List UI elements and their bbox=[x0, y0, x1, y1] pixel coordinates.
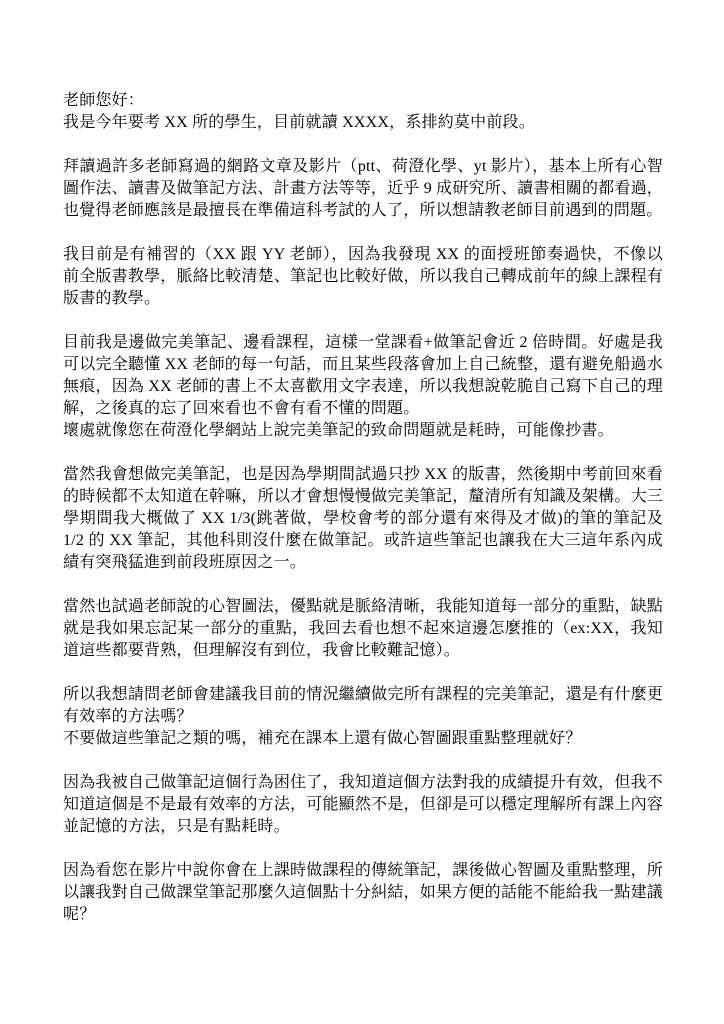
letter-line: 當然也試過老師說的心智圖法，優點就是脈絡清晰，我能知道每一部分的重點，缺點就是我如果忘記某一部分的重點，我回去看也想不起來這邊怎麼推的（ex:XX，我知道這些都要背熟，但理解沒有到位，我會比較難記憶）。 bbox=[63, 598, 663, 659]
paragraph-perfect-notes bbox=[63, 332, 663, 442]
letter-line: 所以我想請問老師會建議我目前的情況繼續做完所有課程的完美筆記，還是有什麼更有效率的方法嗎？ bbox=[63, 686, 663, 725]
letter-line: 我是今年要考 XX 所的學生，目前就讀 XXXX，系排約莫中前段。 bbox=[63, 114, 535, 131]
paragraph-mindmap bbox=[63, 596, 663, 662]
letter-line: 目前我是邊做完美筆記、邊看課程，這樣一堂課看+做筆記會近 2 倍時間。好處是我可以完全聽懂 XX 老師的每一句話，而且某些段落會加上自己統整，還有避免船過水無痕，因為 XX 老師的書上不太喜歡用文字表達，所以我想說乾脆自己寫下自己的理解，之後真的忘了回來看也不會有看不懂的問題。 bbox=[63, 334, 663, 417]
letter-line: 因為我被自己做筆記這個行為困住了，我知道這個方法對我的成績提升有效，但我不知道這個是不是最有效率的方法，可能顯然不是，但卻是可以穩定理解所有課上內容並記憶的方法，只是有點耗時。 bbox=[63, 774, 663, 835]
paragraph-why-perfect-notes bbox=[63, 464, 663, 574]
paragraph-intro bbox=[63, 156, 663, 222]
letter-line: 因為看您在影片中說你會在上課時做課程的傳統筆記，課後做心智圖及重點整理，所以讓我對自己做課堂筆記那麼久這個點十分糾結，如果方便的話能不能給我一點建議呢？ bbox=[63, 862, 663, 923]
paragraph-tutoring bbox=[63, 244, 663, 310]
paragraph-question bbox=[63, 684, 663, 750]
letter-line: 老師您好： bbox=[63, 92, 145, 109]
letter-line: 我目前是有補習的（XX 跟 YY 老師），因為我發現 XX 的面授班節奏過快，不像以前全版書教學，脈絡比較清楚、筆記也比較好做，所以我自己轉成前年的線上課程有版書的教學。 bbox=[63, 246, 663, 307]
paragraph-greeting bbox=[63, 90, 663, 134]
letter-line: 壞處就像您在荷澄化學網站上說完美筆記的致命問題就是耗時，可能像抄書。 bbox=[63, 422, 614, 439]
letter-line: 當然我會想做完美筆記，也是因為學期間試過只抄 XX 的版書，然後期中考前回來看的時候都不太知道在幹嘛，所以才會想慢慢做完美筆記，釐清所有知識及架構。大三學期間我大概做了 XX 1/3(跳著做，學校會考的部分還有來得及才做)的筆的筆記及 1/2 的 XX 筆記，其他科則沒什麼在做筆記。或許這些筆記也讓我在大三這年系內成績有突飛猛進到前段班原因之一。 bbox=[63, 466, 663, 571]
paragraph-closing bbox=[63, 860, 663, 926]
paragraph-stuck bbox=[63, 772, 663, 838]
letter-line: 不要做這些筆記之類的嗎，補充在課本上還有做心智圖跟重點整理就好？ bbox=[63, 730, 582, 747]
letter-line: 拜讀過許多老師寫過的網路文章及影片（ptt、荷澄化學、yt 影片），基本上所有心智圖作法、讀書及做筆記方法、計畫方法等等，近乎 9 成研究所、讀書相關的都看過，也覺得老師應該是最擅長在準備這科考試的人了，所以想請教老師目前遇到的問題。 bbox=[63, 158, 663, 219]
letter-body bbox=[63, 90, 663, 926]
